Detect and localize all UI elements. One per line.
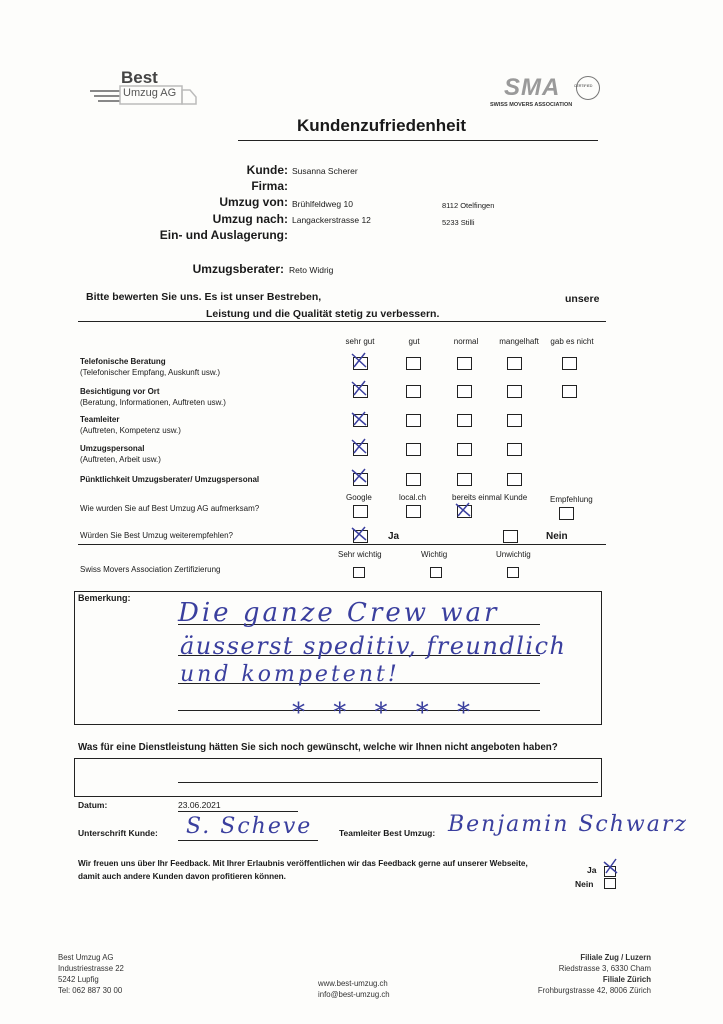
footer-branch-zuerich-address: Frohburgstrasse 42, 8006 Zürich	[537, 986, 651, 995]
question-subtitle: (Telefonischer Empfang, Auskunft usw.)	[80, 368, 221, 377]
field-value-kunde: Susanna Scherer	[292, 166, 358, 176]
company-logo	[88, 70, 198, 110]
question-teamleiter	[80, 414, 181, 436]
sma-certified-seal	[576, 76, 600, 100]
logo-line-2: Umzug AG	[123, 87, 177, 99]
rating-checkbox[interactable]	[562, 357, 577, 370]
footer-branch-zug: Filiale Zug / Luzern	[580, 953, 651, 962]
column-gab-es-nicht: gab es nicht	[550, 337, 594, 346]
column-sehr-gut: sehr gut	[345, 337, 375, 346]
sma-logo-text: SMA	[504, 74, 561, 101]
footer-website[interactable]: www.best-umzug.ch	[318, 979, 388, 988]
intro-underline	[78, 321, 606, 322]
field-extra-umzug-nach: 5233 Stilli	[442, 218, 475, 227]
footer-right	[538, 952, 651, 996]
footer-email[interactable]: info@best-umzug.ch	[318, 990, 390, 999]
service-question: Was für eine Dienstleistung hätten Sie sich noch gewünscht, welche wir Ihnen nicht angeboten haben?	[78, 742, 558, 753]
footer-street: Industriestrasse 22	[58, 964, 124, 973]
sma-logo-subtitle: SWISS MOVERS ASSOCIATION	[490, 102, 573, 108]
handwritten-check-icon	[350, 525, 368, 541]
question-telefonische-beratung	[80, 356, 220, 378]
title-underline	[238, 140, 598, 141]
rating-checkbox[interactable]	[457, 473, 472, 486]
rating-checkbox[interactable]	[457, 385, 472, 398]
date-label: Datum:	[78, 800, 108, 810]
handwritten-check-icon	[350, 438, 368, 454]
column-normal: normal	[453, 337, 479, 346]
question-puenktlichkeit	[80, 474, 259, 485]
handwritten-check-icon	[350, 467, 368, 483]
recommend-yes-label: Ja	[388, 531, 400, 542]
feedback-line-2: damit auch andere Kunden davon profitieren können.	[78, 872, 286, 881]
rating-checkbox[interactable]	[507, 357, 522, 370]
signature-label: Unterschrift Kunde:	[78, 828, 158, 838]
question-title: Besichtigung vor Ort	[80, 387, 160, 396]
field-extra-umzug-von: 8112 Otelfingen	[442, 201, 495, 210]
source-checkbox-localch[interactable]	[406, 505, 421, 518]
recommend-no-checkbox[interactable]	[503, 530, 518, 543]
handwritten-check-icon	[350, 352, 368, 368]
question-besichtigung	[80, 386, 226, 408]
sma-option-sehr-wichtig: Sehr wichtig	[338, 550, 382, 559]
date-underline	[178, 811, 298, 812]
question-title: Telefonische Beratung	[80, 357, 166, 366]
service-answer-line	[178, 782, 598, 783]
intro-line-1: Bitte bewerten Sie uns. Es ist unser Bestreben,	[86, 291, 322, 303]
question-title: Pünktlichkeit Umzugsberater/ Umzugspersonal	[80, 475, 260, 484]
footer-city: 5242 Lupfig	[58, 975, 99, 984]
sma-cert-question: Swiss Movers Association Zertifizierung	[80, 565, 221, 574]
sma-option-unwichtig: Unwichtig	[496, 550, 531, 559]
sma-certified-text: CERTIFIED	[574, 84, 593, 88]
sma-logo	[490, 76, 610, 112]
sma-checkbox-wichtig[interactable]	[430, 567, 442, 578]
footer-phone: Tel: 062 887 30 00	[58, 986, 123, 995]
source-option-kunde: bereits einmal Kunde	[452, 493, 528, 502]
question-subtitle: (Auftreten, Arbeit usw.)	[80, 455, 161, 464]
footer-company: Best Umzug AG	[58, 953, 114, 962]
rating-checkbox[interactable]	[457, 357, 472, 370]
question-umzugspersonal	[80, 443, 161, 465]
footer-branch-zuerich: Filiale Zürich	[602, 975, 651, 984]
field-label-umzug-nach: Umzug nach:	[212, 212, 288, 226]
question-title: Teamleiter	[80, 415, 120, 424]
rating-checkbox[interactable]	[406, 443, 421, 456]
page-title: Kundenzufriedenheit	[296, 116, 467, 135]
source-checkbox-google[interactable]	[353, 505, 368, 518]
question-title: Umzugspersonal	[80, 444, 145, 453]
berater-value: Reto Widrig	[289, 265, 334, 275]
source-option-empfehlung: Empfehlung	[550, 495, 593, 504]
sma-checkbox-unwichtig[interactable]	[507, 567, 519, 578]
service-answer-box[interactable]	[74, 758, 602, 797]
handwritten-check-icon	[454, 501, 472, 517]
berater-label: Umzugsberater:	[192, 262, 284, 276]
intro-line-2: Leistung und die Qualität stetig zu verbessern.	[206, 308, 440, 320]
rating-checkbox[interactable]	[562, 385, 577, 398]
rating-checkbox[interactable]	[406, 357, 421, 370]
field-label-einlagerung: Ein- und Auslagerung:	[159, 228, 288, 242]
remark-handwriting-line-3: und kompetent!	[180, 662, 400, 687]
feedback-no-label: Nein	[575, 879, 594, 889]
recommend-underline	[78, 544, 606, 545]
handwritten-check-icon	[602, 858, 620, 874]
sma-option-wichtig: Wichtig	[421, 550, 448, 559]
handwritten-check-icon	[350, 410, 368, 426]
question-subtitle: (Auftreten, Kompetenz usw.)	[80, 426, 181, 435]
recommend-question: Würden Sie Best Umzug weiterempfehlen?	[80, 531, 233, 540]
rating-checkbox[interactable]	[507, 443, 522, 456]
signature-underline	[178, 840, 318, 841]
rating-checkbox[interactable]	[507, 414, 522, 427]
remark-handwriting-line-1: Die ganze Crew war	[178, 598, 500, 628]
field-value-umzug-nach: Langackerstrasse 12	[292, 215, 371, 225]
teamleiter-signature: Benjamin Schwarz	[448, 812, 688, 837]
date-value: 23.06.2021	[178, 800, 221, 810]
source-question: Wie wurden Sie auf Best Umzug AG aufmerksam?	[80, 504, 260, 513]
source-checkbox-empfehlung[interactable]	[559, 507, 574, 520]
field-value-umzug-von: Brühlfeldweg 10	[292, 199, 353, 209]
field-label-kunde: Kunde:	[246, 163, 288, 177]
rating-checkbox[interactable]	[457, 414, 472, 427]
feedback-yes-label: Ja	[587, 865, 597, 875]
recommend-no-label: Nein	[546, 531, 568, 542]
rating-checkbox[interactable]	[406, 473, 421, 486]
rating-checkbox[interactable]	[507, 473, 522, 486]
remark-handwriting-line-2: äusserst speditiv, freundlich	[180, 632, 567, 660]
field-label-umzug-von: Umzug von:	[219, 195, 288, 209]
customer-signature: S. Scheve	[186, 814, 313, 839]
footer-branch-zug-address: Riedstrasse 3, 6330 Cham	[558, 964, 651, 973]
sma-checkbox-sehr-wichtig[interactable]	[353, 567, 365, 578]
logo-line-1: Best	[121, 68, 158, 87]
column-gut: gut	[408, 337, 420, 346]
rating-checkbox[interactable]	[406, 385, 421, 398]
rating-checkbox[interactable]	[406, 414, 421, 427]
remark-handwriting-line-4: * * * * *	[292, 698, 481, 728]
handwritten-check-icon	[350, 380, 368, 396]
source-option-google: Google	[346, 493, 372, 502]
rating-checkbox[interactable]	[457, 443, 472, 456]
feedback-no-checkbox[interactable]	[604, 878, 616, 889]
question-subtitle: (Beratung, Informationen, Auftreten usw.)	[80, 398, 226, 407]
source-option-localch: local.ch	[399, 493, 427, 502]
footer-left	[58, 952, 124, 996]
column-mangelhaft: mangelhaft	[499, 337, 539, 346]
rating-checkbox[interactable]	[507, 385, 522, 398]
field-label-firma: Firma:	[251, 179, 288, 193]
teamleiter-label: Teamleiter Best Umzug:	[339, 828, 436, 838]
intro-line-1-right: unsere	[565, 293, 600, 305]
feedback-line-1: Wir freuen uns über Ihr Feedback. Mit Ihrer Erlaubnis veröffentlichen wir das Feedback gerne auf unserer Webseite,	[78, 859, 528, 868]
remark-label: Bemerkung:	[78, 593, 131, 603]
footer-center	[318, 978, 390, 1000]
